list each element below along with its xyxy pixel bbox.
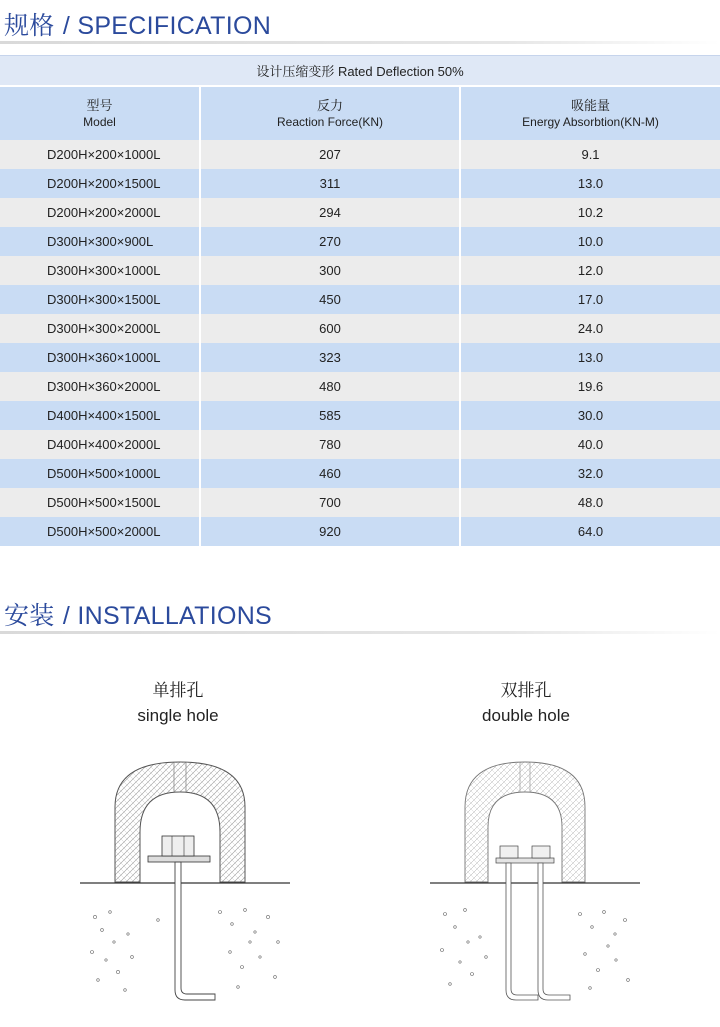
installations-heading: [4, 596, 272, 632]
fender-body: [465, 762, 585, 882]
cell-model: D500H×500×1000L: [0, 459, 200, 488]
cell-energy: 10.2: [460, 198, 720, 227]
cell-model: D400H×400×1500L: [0, 401, 200, 430]
cell-force: 780: [200, 430, 460, 459]
double-hole-diagram: [420, 752, 650, 1014]
single-hole-diagram: [70, 752, 300, 1014]
cell-energy: 24.0: [460, 314, 720, 343]
table-header-row: [0, 86, 720, 140]
single-hole-label-cn: 单排孔: [152, 681, 204, 700]
cell-model: D300H×300×1000L: [0, 256, 200, 285]
table-row: [0, 198, 720, 227]
cell-energy: 40.0: [460, 430, 720, 459]
table-row: [0, 256, 720, 285]
cell-energy: 12.0: [460, 256, 720, 285]
cell-energy: 13.0: [460, 343, 720, 372]
header-energy-absorption-cn: 吸能量: [571, 97, 611, 113]
header-reaction-force: [200, 86, 460, 140]
header-reaction-force-en: Reaction Force(KN): [276, 114, 384, 129]
table-row: [0, 343, 720, 372]
cell-energy: 64.0: [460, 517, 720, 546]
double-hole-label-en: double hole: [482, 706, 570, 725]
concrete-texture: [441, 909, 630, 990]
table-caption-row: [0, 56, 720, 87]
header-energy-absorption-en: Energy Absorbtion(KN-M): [522, 114, 659, 129]
cell-force: 480: [200, 372, 460, 401]
single-hole-label: [88, 678, 268, 728]
cell-force: 600: [200, 314, 460, 343]
specification-heading-cn: 规格: [4, 11, 55, 40]
cell-model: D300H×360×1000L: [0, 343, 200, 372]
installations-heading-en: / INSTALLATIONS: [62, 602, 273, 630]
cell-model: D200H×200×1500L: [0, 169, 200, 198]
cell-energy: 9.1: [460, 140, 720, 169]
header-model-en: Model: [83, 114, 116, 129]
table-row: [0, 227, 720, 256]
double-hole-label: [436, 678, 616, 728]
table-row: [0, 401, 720, 430]
table-row: [0, 169, 720, 198]
table-caption: 设计压缩变形 Rated Deflection 50%: [0, 56, 720, 87]
concrete-texture: [91, 909, 280, 992]
cell-force: 300: [200, 256, 460, 285]
cell-model: D500H×500×2000L: [0, 517, 200, 546]
specification-heading-en: / SPECIFICATION: [62, 12, 272, 40]
table-row: [0, 430, 720, 459]
table-row: [0, 488, 720, 517]
installations-divider: [0, 631, 720, 634]
installations-heading-cn: 安装: [4, 601, 55, 630]
specification-divider: [0, 41, 720, 44]
table-row: [0, 140, 720, 169]
table-row: [0, 459, 720, 488]
cell-force: 460: [200, 459, 460, 488]
single-hole-label-en: single hole: [137, 706, 219, 725]
header-reaction-force-cn: 反力: [316, 97, 343, 113]
cell-force: 311: [200, 169, 460, 198]
cell-model: D300H×300×900L: [0, 227, 200, 256]
header-energy-absorption: [460, 86, 720, 140]
cell-model: D400H×400×2000L: [0, 430, 200, 459]
cell-force: 270: [200, 227, 460, 256]
cell-model: D300H×360×2000L: [0, 372, 200, 401]
cell-model: D200H×200×2000L: [0, 198, 200, 227]
cell-force: 294: [200, 198, 460, 227]
cell-force: 323: [200, 343, 460, 372]
cell-model: D200H×200×1000L: [0, 140, 200, 169]
table-row: [0, 372, 720, 401]
specification-heading: [4, 6, 271, 42]
cell-force: 450: [200, 285, 460, 314]
double-hole-label-cn: 双排孔: [500, 681, 552, 700]
header-model: [0, 86, 200, 140]
cell-model: D300H×300×2000L: [0, 314, 200, 343]
cell-model: D300H×300×1500L: [0, 285, 200, 314]
cell-energy: 10.0: [460, 227, 720, 256]
cell-force: 207: [200, 140, 460, 169]
cell-energy: 32.0: [460, 459, 720, 488]
cell-model: D500H×500×1500L: [0, 488, 200, 517]
table-row: [0, 314, 720, 343]
cell-force: 920: [200, 517, 460, 546]
header-model-cn: 型号: [86, 97, 113, 113]
cell-energy: 30.0: [460, 401, 720, 430]
cell-energy: 19.6: [460, 372, 720, 401]
cell-energy: 17.0: [460, 285, 720, 314]
cell-energy: 13.0: [460, 169, 720, 198]
table-row: [0, 285, 720, 314]
table-row: [0, 517, 720, 546]
cell-force: 585: [200, 401, 460, 430]
cell-energy: 48.0: [460, 488, 720, 517]
specification-table: [0, 55, 720, 546]
cell-force: 700: [200, 488, 460, 517]
